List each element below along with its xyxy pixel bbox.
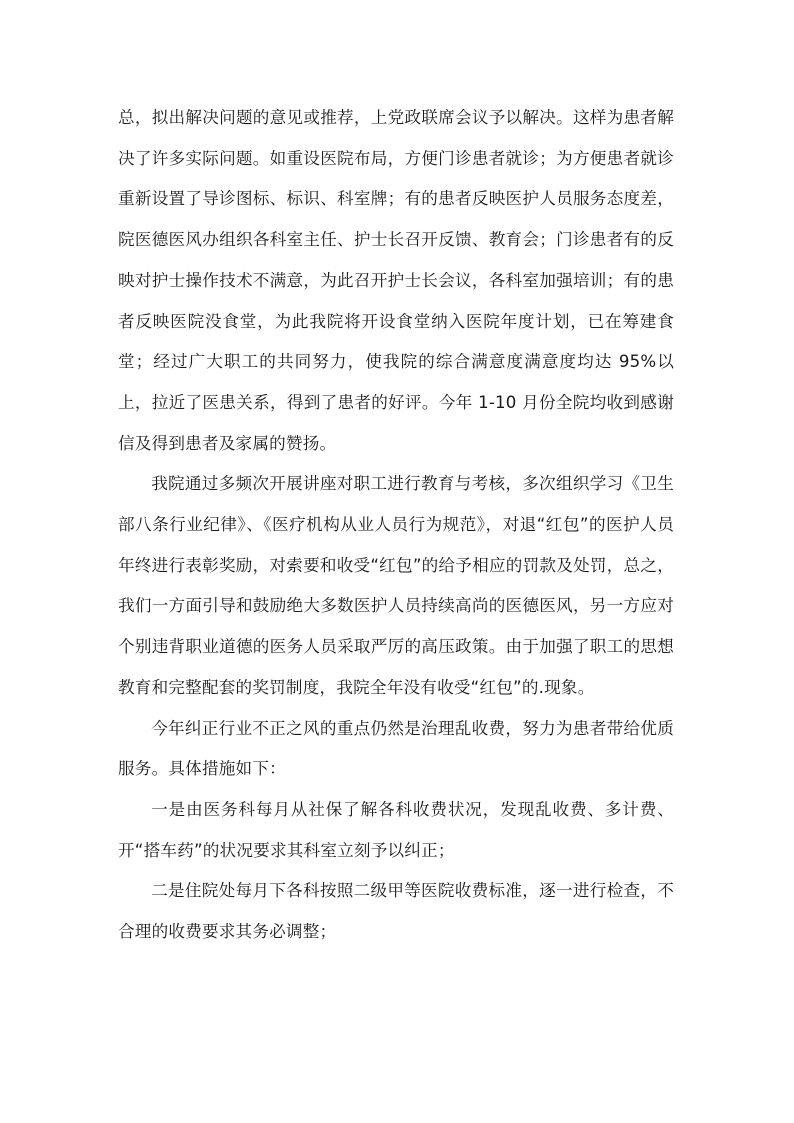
paragraph-patient-feedback: 总，拟出解决问题的意见或推荐，上党政联席会议予以解决。这样为患者解决了许多实际问题。如重设医院布局，方便门诊患者就诊；为方便患者就诊重新设置了导诊图标、标识、科室牌；有的患者反映医护人员服务态度差，院医德医风办组织各科室主任、护士长召开反馈、教育会；门诊患者有的反映对护士操作技术不满意，为此召开护士长会议，各科室加强培训；有的患者反映医院没食堂，为此我院将开设食堂纳入医院年度计划，已在筹建食堂；经过广大职工的共同努力，使我院的综合满意度满意度均达 95%以上，拉近了医患关系，得到了患者的好评。今年 1-10 月份全院均收到感谢信及得到患者及家属的赞扬。 [118, 108, 674, 453]
paragraph-fee-control-intro: 今年纠正行业不正之风的重点仍然是治理乱收费，努力为患者带给优质服务。具体措施如下： [118, 718, 674, 779]
paragraph-red-envelope-discipline: 我院通过多频次开展讲座对职工进行教育与考核，多次组织学习《卫生部八条行业纪律》、《医疗机构从业人员行为规范》，对退“红包”的医护人员年终进行表彰奖励，对索要和收受“红包”的给予相应的罚款及处罚，总之，我们一方面引导和鼓励绝大多数医护人员持续高尚的医德医风，另一方应对个别违背职业道德的医务人员采取严厉的高压政策。由于加强了职工的思想教育和完整配套的奖罚制度，我院全年没有收受“红包”的.现象。 [118, 474, 674, 697]
document-body [118, 98, 674, 953]
paragraph-measure-two: 二是住院处每月下各科按照二级甲等医院收费标准，逐一进行检查，不合理的收费要求其务必调整； [118, 881, 674, 942]
paragraph-measure-one: 一是由医务科每月从社保了解各科收费状况，发现乱收费、多计费、开“搭车药”的状况要求其科室立刻予以纠正； [118, 799, 674, 860]
